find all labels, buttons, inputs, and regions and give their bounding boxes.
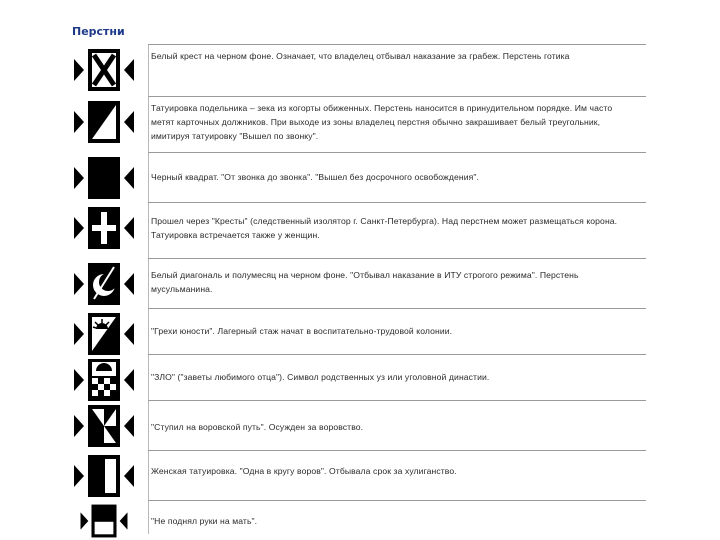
row-separator bbox=[148, 354, 646, 355]
list-item bbox=[0, 202, 720, 258]
row-separator bbox=[148, 258, 646, 259]
crescent-icon bbox=[72, 261, 136, 307]
ring-description: "Не поднял руки на мать". bbox=[151, 516, 258, 526]
list-item bbox=[0, 44, 720, 96]
list-item bbox=[0, 152, 720, 202]
row-separator bbox=[148, 450, 646, 451]
list-item bbox=[0, 400, 720, 450]
page-title: Перстни bbox=[72, 25, 125, 38]
list-item bbox=[0, 450, 720, 500]
list-item bbox=[0, 354, 720, 400]
ring-description: "Ступил на воровской путь". Осужден за воровство. bbox=[151, 422, 364, 432]
row-separator bbox=[148, 44, 646, 45]
ring-description: Женская татуировка. "Одна в кругу воров". Отбывала срок за хулиганство. bbox=[151, 466, 457, 476]
sunrise-icon bbox=[72, 311, 136, 357]
ring-description: Черный квадрат. "От звонка до звонка". "Вышел без досрочного освобождения". bbox=[151, 172, 480, 182]
ring-description: Прошел через "Кресты" (следственный изолятор г. Санкт-Петербурга). Над перстнем может размещаться корона. Татуировка встречается также у женщин. bbox=[151, 216, 618, 240]
ring-description: Белый крест на черном фоне. Означает, что владелец отбывал наказание за грабеж. Перстень готика bbox=[151, 51, 570, 61]
ring-description: "ЗЛО" ("заветы любимого отца"). Символ родственных уз или уголовной династии. bbox=[151, 372, 490, 382]
checkered-icon bbox=[72, 357, 136, 403]
list-item bbox=[0, 500, 720, 540]
bottom-white-icon bbox=[72, 503, 136, 539]
list-item bbox=[0, 308, 720, 354]
ring-description: Татуировка подельника – зека из когорты обиженных. Перстень наносится в принудительном порядке. Им часто метят карточных должников. При выходе из зоны владелец перстня обычно закрашивает белый треугольник, имитируя татуировку "Вышел по звонку". bbox=[151, 103, 613, 141]
diagonal-half-icon bbox=[72, 99, 136, 145]
list-item bbox=[0, 96, 720, 152]
row-separator bbox=[148, 202, 646, 203]
row-separator bbox=[148, 308, 646, 309]
crosses-icon bbox=[72, 205, 136, 251]
cross-on-black-icon bbox=[72, 47, 136, 93]
row-separator bbox=[148, 152, 646, 153]
list-item bbox=[0, 258, 720, 308]
half-white-icon bbox=[72, 453, 136, 499]
black-square-icon bbox=[72, 155, 136, 201]
row-separator bbox=[148, 400, 646, 401]
row-separator bbox=[148, 500, 646, 501]
ring-description: Белый диагональ и полумесяц на черном фоне. "Отбывал наказание в ИТУ строгого режима". Перстень мусульманина. bbox=[151, 270, 579, 294]
row-separator bbox=[148, 96, 646, 97]
split-diagonal-icon bbox=[72, 403, 136, 449]
ring-description: "Грехи юности". Лагерный стаж начат в воспитательно-трудовой колонии. bbox=[151, 326, 453, 336]
